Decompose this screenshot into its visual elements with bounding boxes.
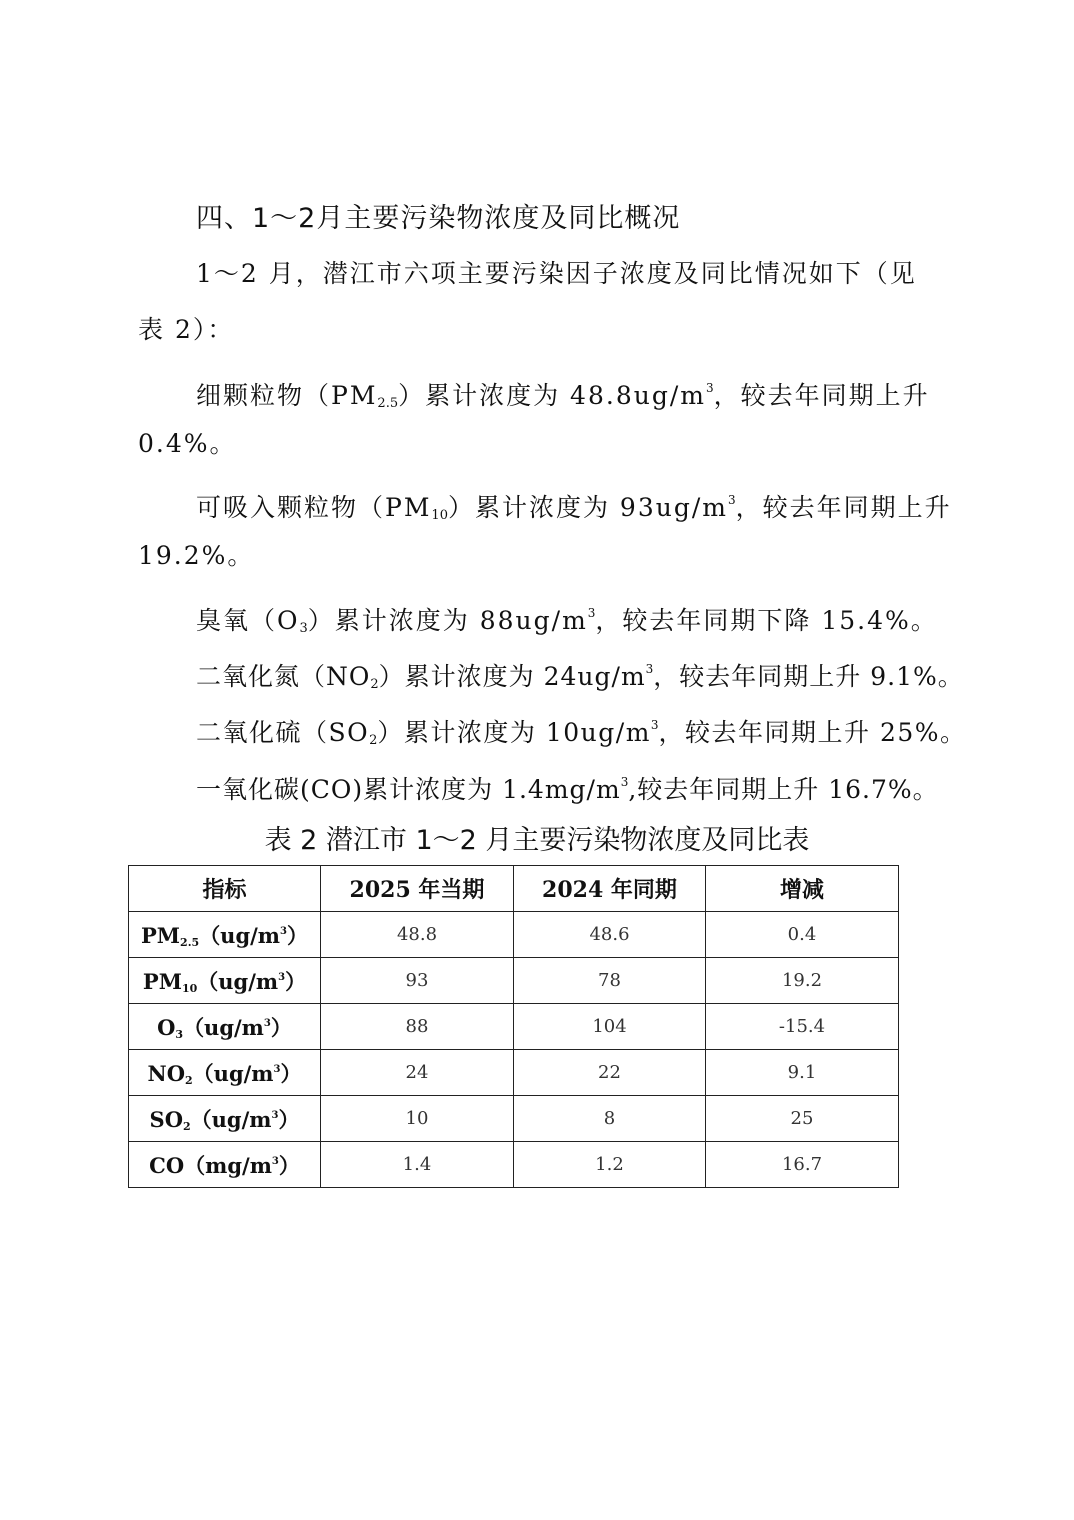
previous-cell: 104 (514, 1004, 706, 1050)
indicator-cell: $PM_{10}(ug/m^3)$ (129, 958, 321, 1004)
previous-cell: 8 (514, 1096, 706, 1142)
change-cell: 0.4 (706, 912, 899, 958)
current-cell: 10 (321, 1096, 514, 1142)
indicator-cell: $SO_2(ug/m^3)$ (129, 1096, 321, 1142)
change-cell: 16.7 (706, 1142, 899, 1188)
change-cell: 19.2 (706, 958, 899, 1004)
pm10-paragraph-cont: 19.2%。 (138, 541, 255, 570)
previous-cell: 48.6 (514, 912, 706, 958)
change-cell: 9.1 (706, 1050, 899, 1096)
indicator-cell: $NO_2(ug/m^3)$ (129, 1050, 321, 1096)
current-cell: 1.4 (321, 1142, 514, 1188)
indicator-cell: $CO(mg/m^3)$ (129, 1142, 321, 1188)
current-cell: 88 (321, 1004, 514, 1050)
o3-paragraph: 臭氧$(O_3)$累计浓度为 $88ug/m^3$，较去年同期下降 15.4%。 (196, 606, 938, 636)
table-row (129, 1142, 899, 1188)
table-row (129, 1050, 899, 1096)
pm25-paragraph-cont: 0.4%。 (138, 429, 237, 458)
header-change: 增减 (706, 866, 899, 912)
pollutant-table (128, 865, 899, 1188)
previous-cell: 1.2 (514, 1142, 706, 1188)
intro-line-1: 1～2 月，潜江市六项主要污染因子浓度及同比情况如下（见 (196, 259, 917, 288)
pm10-paragraph: 可吸入颗粒物$(PM_{10})$累计浓度为 $93ug/m^3$，较去年同期上升 (196, 493, 952, 523)
indicator-cell: $PM_{2.5}(ug/m^3)$ (129, 912, 321, 958)
previous-cell: 78 (514, 958, 706, 1004)
table-row (129, 958, 899, 1004)
section-heading: 四、1～2月主要污染物浓度及同比概况 (196, 203, 681, 234)
change-cell: -15.4 (706, 1004, 899, 1050)
header-indicator: 指标 (129, 866, 321, 912)
current-cell: 93 (321, 958, 514, 1004)
no2-paragraph: 二氧化氮$(NO_2)$累计浓度为 $24ug/m^3$，较去年同期上升 9.1%。 (196, 662, 964, 692)
change-cell: 25 (706, 1096, 899, 1142)
so2-paragraph: 二氧化硫$(SO_2)$累计浓度为 $10ug/m^3$，较去年同期上升 25%。 (196, 718, 967, 748)
table-title: 表 2 潜江市 1～2 月主要污染物浓度及同比表 (264, 825, 810, 856)
co-paragraph: 一氧化碳(CO)累计浓度为 $1.4mg/m^3$,较去年同期上升 16.7%。 (196, 775, 939, 804)
table-header-row (129, 866, 899, 912)
table-row (129, 1004, 899, 1050)
table-row (129, 912, 899, 958)
previous-cell: 22 (514, 1050, 706, 1096)
current-cell: 48.8 (321, 912, 514, 958)
header-current: 2025 年当期 (321, 866, 514, 912)
table-row (129, 1096, 899, 1142)
intro-line-2: 表 2）： (138, 315, 235, 344)
header-previous: 2024 年同期 (514, 866, 706, 912)
indicator-cell: $O_3(ug/m^3)$ (129, 1004, 321, 1050)
current-cell: 24 (321, 1050, 514, 1096)
pm25-paragraph: 细颗粒物$(PM_{2.5})$累计浓度为 $48.8ug/m^3$，较去年同期上升 (196, 381, 930, 411)
